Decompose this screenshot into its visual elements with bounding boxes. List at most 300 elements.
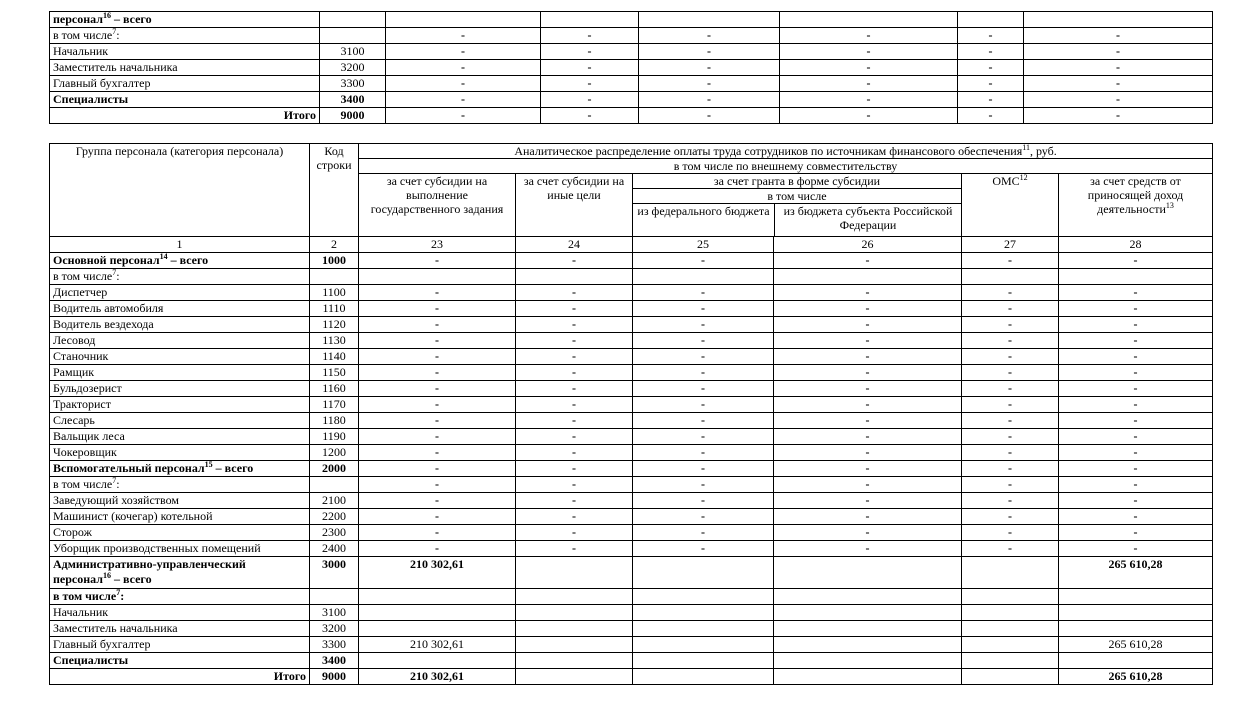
column-number: 25 (633, 237, 774, 253)
row-code: 1130 (310, 333, 359, 349)
value-cell: - (962, 509, 1059, 525)
table-row (50, 60, 1213, 76)
row-label-text: Тракторист (53, 397, 111, 411)
value-cell (774, 589, 962, 605)
value-cell (774, 557, 962, 589)
value-cell: - (359, 509, 516, 525)
row-label-text: Рамщик (53, 365, 95, 379)
row-code: 3200 (310, 621, 359, 637)
row-label (50, 621, 310, 637)
value-cell (962, 621, 1059, 637)
table-body (50, 253, 1213, 685)
value-cell: - (359, 445, 516, 461)
value-cell: - (359, 349, 516, 365)
value-cell: - (780, 76, 958, 92)
value-cell (516, 653, 633, 669)
value-cell: - (633, 413, 774, 429)
footnote-ref: 15 (204, 460, 213, 469)
header-col28: за счет средств от приносящей доход деятельности$^{13}$ (1059, 174, 1213, 237)
row-label-text: Лесовод (53, 333, 96, 347)
value-cell: - (962, 445, 1059, 461)
footnote-ref: 16 (103, 571, 111, 580)
value-cell: - (516, 525, 633, 541)
value-cell: - (1059, 285, 1213, 301)
table-row (50, 605, 1213, 621)
value-cell (386, 12, 541, 28)
value-cell: - (359, 397, 516, 413)
row-code (320, 28, 386, 44)
value-cell (359, 269, 516, 285)
value-cell: - (633, 477, 774, 493)
value-cell: - (962, 253, 1059, 269)
value-cell: - (516, 253, 633, 269)
value-cell (516, 637, 633, 653)
value-cell: - (359, 541, 516, 557)
table-row (50, 349, 1213, 365)
header-code: Код строки (310, 144, 359, 237)
value-cell: - (386, 76, 541, 92)
value-cell: - (516, 365, 633, 381)
value-cell: - (958, 28, 1024, 44)
value-cell: - (962, 333, 1059, 349)
value-cell: - (359, 461, 516, 477)
value-cell: - (1059, 317, 1213, 333)
value-cell: - (633, 333, 774, 349)
value-cell: - (633, 317, 774, 333)
value-cell: - (1059, 365, 1213, 381)
row-label (50, 557, 310, 589)
value-cell: - (633, 541, 774, 557)
value-cell: - (359, 429, 516, 445)
row-label-text: в том числе (53, 477, 113, 491)
value-cell: - (1024, 44, 1213, 60)
row-label-text: Вспомогательный персонал (53, 461, 205, 475)
row-label-suffix: – всего (111, 572, 152, 586)
value-cell: - (962, 493, 1059, 509)
value-cell: - (633, 509, 774, 525)
table-row (50, 509, 1213, 525)
row-code: 1100 (310, 285, 359, 301)
row-label-suffix: : (116, 269, 120, 283)
row-code: 1160 (310, 381, 359, 397)
row-label (50, 541, 310, 557)
value-cell: - (516, 301, 633, 317)
value-cell: - (1059, 477, 1213, 493)
header-grant: за счет гранта в форме субсидии (633, 174, 962, 189)
header-col23: за счет субсидии на выполнение государственного задания (359, 174, 516, 237)
value-cell: - (1024, 92, 1213, 108)
row-code (310, 269, 359, 285)
row-label-text: Чокеровщик (53, 445, 117, 459)
row-code: 3100 (320, 44, 386, 60)
value-cell: - (639, 28, 780, 44)
row-label-text: Специалисты (53, 92, 129, 106)
total-label: Итого (50, 108, 320, 124)
value-cell: - (1059, 397, 1213, 413)
table-row (50, 429, 1213, 445)
row-label-text: Бульдозерист (53, 381, 122, 395)
row-label-text: в том числе (53, 269, 113, 283)
value-cell: - (359, 317, 516, 333)
row-code (320, 12, 386, 28)
table-row (50, 365, 1213, 381)
column-number: 23 (359, 237, 516, 253)
value-cell: - (1059, 381, 1213, 397)
value-cell: - (516, 429, 633, 445)
value-cell (516, 557, 633, 589)
value-cell (639, 12, 780, 28)
row-code: 1000 (310, 253, 359, 269)
row-label-suffix: – всего (167, 253, 209, 267)
table-row (50, 397, 1213, 413)
table-row (50, 493, 1213, 509)
value-cell: - (1059, 493, 1213, 509)
table-row (50, 317, 1213, 333)
table-row (50, 445, 1213, 461)
table-row (50, 333, 1213, 349)
row-label-text: Заместитель начальника (53, 621, 178, 635)
value-cell: - (359, 493, 516, 509)
header-col24: за счет субсидии на иные цели (516, 174, 633, 237)
value-cell: - (516, 397, 633, 413)
row-label (50, 301, 310, 317)
value-cell: - (962, 461, 1059, 477)
value-cell: - (780, 28, 958, 44)
value-cell: - (962, 381, 1059, 397)
value-cell: - (1059, 525, 1213, 541)
column-number: 24 (516, 237, 633, 253)
value-cell: - (359, 285, 516, 301)
table-header (50, 144, 1213, 253)
column-number: 27 (962, 237, 1059, 253)
header-col25: из федерального бюджета (633, 204, 775, 236)
value-cell (962, 589, 1059, 605)
value-cell: - (1059, 429, 1213, 445)
row-label (50, 76, 320, 92)
row-code (310, 589, 359, 605)
row-code: 2100 (310, 493, 359, 509)
row-label (50, 333, 310, 349)
row-label (50, 445, 310, 461)
row-label (50, 509, 310, 525)
value-cell: - (780, 44, 958, 60)
row-label (50, 653, 310, 669)
header-grant-incl: в том числе (633, 189, 961, 204)
table-row (50, 637, 1213, 653)
value-cell: - (1059, 445, 1213, 461)
total-value: 210 302,61 (359, 669, 516, 685)
value-cell: - (639, 92, 780, 108)
top-table-fragment (49, 11, 1213, 124)
row-code: 1170 (310, 397, 359, 413)
value-cell: - (962, 477, 1059, 493)
row-label-text: в том числе (53, 28, 113, 42)
column-number: 1 (50, 237, 310, 253)
row-label-text: Слесарь (53, 413, 95, 427)
row-label (50, 589, 310, 605)
value-cell: - (774, 525, 962, 541)
value-cell: 265 610,28 (1059, 637, 1213, 653)
row-label-text: Главный бухгалтер (53, 637, 151, 651)
value-cell: - (774, 285, 962, 301)
table-row (50, 12, 1213, 28)
value-cell: - (633, 397, 774, 413)
row-code: 3100 (310, 605, 359, 621)
row-code: 3400 (320, 92, 386, 108)
value-cell (1059, 653, 1213, 669)
total-value: - (541, 108, 639, 124)
row-label (50, 605, 310, 621)
row-label-text: в том числе (53, 589, 117, 603)
value-cell: - (780, 92, 958, 108)
header-analytic: Аналитическое распределение оплаты труда сотрудников по источникам финансового обеспечения$^{11}$, руб. (359, 144, 1213, 159)
row-label-text: Уборщик производственных помещений (53, 541, 261, 555)
value-cell (780, 12, 958, 28)
value-cell: - (774, 509, 962, 525)
table-row (50, 557, 1213, 589)
table-row (50, 44, 1213, 60)
header-grant-sub (633, 189, 962, 237)
row-label (50, 397, 310, 413)
header-group: Группа персонала (категория персонала) (50, 144, 310, 237)
value-cell: - (962, 525, 1059, 541)
value-cell (359, 621, 516, 637)
value-cell (774, 621, 962, 637)
value-cell: - (633, 253, 774, 269)
value-cell: - (774, 541, 962, 557)
value-cell: - (1024, 76, 1213, 92)
value-cell (516, 621, 633, 637)
row-label (50, 493, 310, 509)
value-cell: - (359, 253, 516, 269)
value-cell: - (541, 76, 639, 92)
value-cell (774, 637, 962, 653)
value-cell: - (774, 349, 962, 365)
table-row (50, 477, 1213, 493)
header-col27: ОМС$^{12}$ (962, 174, 1059, 237)
value-cell: - (958, 44, 1024, 60)
table-row (50, 253, 1213, 269)
value-cell: - (516, 445, 633, 461)
table-row (50, 76, 1213, 92)
column-number: 28 (1059, 237, 1213, 253)
row-label-text: Заместитель начальника (53, 60, 178, 74)
row-label-text: Вальщик леса (53, 429, 125, 443)
value-cell (541, 12, 639, 28)
value-cell: - (639, 60, 780, 76)
row-label-suffix: : (120, 589, 125, 603)
value-cell (359, 653, 516, 669)
row-label (50, 12, 320, 28)
value-cell: - (1059, 349, 1213, 365)
value-cell: - (633, 461, 774, 477)
total-code: 9000 (320, 108, 386, 124)
total-value: - (639, 108, 780, 124)
value-cell: - (958, 92, 1024, 108)
value-cell: - (516, 541, 633, 557)
value-cell: - (962, 365, 1059, 381)
value-cell: - (774, 477, 962, 493)
value-cell: 210 302,61 (359, 557, 516, 589)
value-cell: - (962, 429, 1059, 445)
value-cell: - (633, 349, 774, 365)
row-label (50, 477, 310, 493)
row-label (50, 253, 310, 269)
table-row (50, 92, 1213, 108)
value-cell: 210 302,61 (359, 637, 516, 653)
column-numbers-row (50, 237, 1213, 253)
value-cell: - (516, 413, 633, 429)
total-value: - (386, 108, 541, 124)
row-label-text: Диспетчер (53, 285, 108, 299)
table-row (50, 413, 1213, 429)
value-cell: - (962, 413, 1059, 429)
row-code: 2200 (310, 509, 359, 525)
value-cell: - (359, 333, 516, 349)
row-label-text: Специалисты (53, 653, 129, 667)
value-cell: - (774, 413, 962, 429)
value-cell (633, 621, 774, 637)
row-label-text: Начальник (53, 605, 109, 619)
total-value: - (1024, 108, 1213, 124)
value-cell: - (516, 285, 633, 301)
value-cell (516, 589, 633, 605)
value-cell: - (386, 44, 541, 60)
value-cell: - (386, 60, 541, 76)
value-cell (633, 557, 774, 589)
row-label-text: Главный бухгалтер (53, 76, 151, 90)
value-cell: - (1059, 509, 1213, 525)
value-cell: - (359, 365, 516, 381)
value-cell: - (1059, 413, 1213, 429)
row-label-suffix: : (116, 477, 120, 491)
table-row (50, 461, 1213, 477)
value-cell: - (639, 76, 780, 92)
table-row (50, 301, 1213, 317)
value-cell: - (958, 76, 1024, 92)
value-cell: - (386, 28, 541, 44)
footnote-ref: 7 (112, 268, 117, 277)
value-cell: - (1059, 333, 1213, 349)
value-cell: - (1024, 28, 1213, 44)
total-value: - (958, 108, 1024, 124)
value-cell: - (516, 461, 633, 477)
row-label (50, 285, 310, 301)
table-row (50, 285, 1213, 301)
row-label-text: Начальник (53, 44, 109, 58)
value-cell: - (962, 301, 1059, 317)
value-cell: - (359, 301, 516, 317)
value-cell: - (633, 285, 774, 301)
value-cell: - (780, 60, 958, 76)
top-table-body (50, 12, 1213, 124)
value-cell: - (1059, 253, 1213, 269)
footnote-ref: 16 (103, 11, 111, 20)
value-cell: - (386, 92, 541, 108)
value-cell: - (774, 333, 962, 349)
value-cell: - (774, 381, 962, 397)
footnote-ref: 7 (112, 27, 117, 36)
value-cell: - (774, 397, 962, 413)
row-code: 3200 (320, 60, 386, 76)
value-cell: - (516, 493, 633, 509)
row-code: 1140 (310, 349, 359, 365)
footnote-ref: 7 (112, 476, 117, 485)
value-cell (633, 637, 774, 653)
table-row (50, 589, 1213, 605)
value-cell (516, 605, 633, 621)
value-cell: - (541, 92, 639, 108)
row-label (50, 525, 310, 541)
row-label (50, 317, 310, 333)
total-value: 265 610,28 (1059, 669, 1213, 685)
row-label (50, 461, 310, 477)
value-cell (958, 12, 1024, 28)
row-label-text: Административно-управленческий персонал (53, 557, 246, 586)
row-label-text: персонал (53, 12, 103, 26)
row-code: 3400 (310, 653, 359, 669)
value-cell (1059, 605, 1213, 621)
value-cell: - (1059, 461, 1213, 477)
total-code: 9000 (310, 669, 359, 685)
value-cell (1059, 589, 1213, 605)
value-cell: - (633, 365, 774, 381)
row-label-suffix: – всего (111, 12, 152, 26)
value-cell: - (541, 60, 639, 76)
row-code: 3300 (320, 76, 386, 92)
row-label (50, 349, 310, 365)
value-cell: - (516, 509, 633, 525)
value-cell (633, 605, 774, 621)
value-cell (962, 653, 1059, 669)
value-cell: - (541, 44, 639, 60)
value-cell: - (633, 429, 774, 445)
total-value (774, 669, 962, 685)
row-code: 1180 (310, 413, 359, 429)
value-cell: - (958, 60, 1024, 76)
payroll-distribution-table (49, 143, 1213, 685)
row-label-suffix: : (116, 28, 120, 42)
row-code: 1150 (310, 365, 359, 381)
value-cell (962, 269, 1059, 285)
row-code: 2400 (310, 541, 359, 557)
table-row (50, 621, 1213, 637)
total-value (516, 669, 633, 685)
total-value: - (780, 108, 958, 124)
value-cell (774, 605, 962, 621)
row-label-text: Машинист (кочегар) котельной (53, 509, 213, 523)
row-label (50, 413, 310, 429)
column-number: 26 (774, 237, 962, 253)
row-label (50, 269, 310, 285)
value-cell: - (633, 493, 774, 509)
value-cell: - (516, 333, 633, 349)
value-cell (774, 653, 962, 669)
value-cell (359, 605, 516, 621)
value-cell: - (774, 253, 962, 269)
value-cell: - (359, 413, 516, 429)
value-cell: - (633, 525, 774, 541)
value-cell: - (516, 349, 633, 365)
value-cell: - (541, 28, 639, 44)
value-cell (633, 589, 774, 605)
value-cell: - (774, 429, 962, 445)
value-cell: - (962, 541, 1059, 557)
value-cell: - (633, 381, 774, 397)
value-cell: - (774, 493, 962, 509)
table-row (50, 541, 1213, 557)
value-cell (633, 269, 774, 285)
